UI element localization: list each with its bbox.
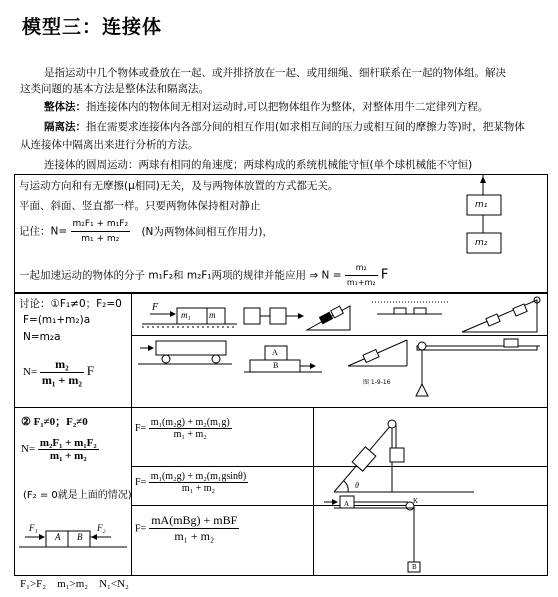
label-F-top: F (152, 302, 159, 313)
isolate-method-text: 指在需要求连接体内各部分间的相互作用(如求相互间的压力或相互间的摩擦力等)时，把某物体 (86, 121, 525, 133)
formula-2-fraction (149, 471, 248, 494)
m1-label: m₁ (475, 200, 488, 210)
discuss-eq-2: N=m₂a (23, 331, 61, 343)
formula-3-F: F= (135, 523, 147, 535)
intro-line-2: 这类问题的基本方法是整体法和隔离法。 (20, 83, 209, 95)
case2-N: N= (21, 443, 36, 456)
label-m1-top: m₁ (181, 310, 191, 320)
figure-number: 图 1-9-16 (363, 379, 391, 386)
case2-numerator: m₂F₁ + m₁F₂ (39, 437, 97, 449)
remember-formula (19, 217, 273, 246)
label-F2: F₂ (97, 523, 106, 533)
case2-label: ② F₁≠0；F₂≠0 (21, 416, 88, 428)
case2-formula (21, 437, 99, 462)
accel-numerator: m₂ (345, 261, 378, 276)
formula-2 (135, 471, 248, 494)
diagrams-row-1 (132, 294, 546, 335)
label-m-top: m (209, 310, 216, 320)
discuss-fraction (40, 357, 84, 388)
label-F1: F₁ (29, 523, 38, 533)
comparison-text: F₁>F₂ m₁>m₂ N₁<N₂ (20, 578, 129, 590)
discuss-formula (23, 357, 94, 388)
accel-formula (19, 261, 388, 290)
summary-line-1: 与运动方向和有无摩擦(μ相同)无关，及与两物体放置的方式都无关。 (19, 180, 339, 192)
label-B-case2: B (77, 532, 83, 542)
label-B-fig: B (412, 563, 417, 571)
remember-denominator: m₁ + m₂ (81, 234, 120, 244)
discuss-numerator: m₂ (40, 357, 84, 373)
formula-1-numerator: m₁(m₂g) + m₂(m₁g) (150, 417, 230, 428)
label-B-row2: B (273, 361, 279, 370)
formula-1-fraction (149, 417, 232, 440)
summary-line-2: 平面、斜面、竖直都一样。只要两物体保持相对静止 (19, 200, 261, 212)
label-K: K (413, 497, 419, 505)
accel-denominator: m₁+m₂ (346, 278, 376, 287)
formula-2-denominator: m₁ + m₂ (181, 483, 216, 494)
isolate-method (44, 120, 525, 134)
discuss-eq-1: F=(m₁+m₂)a (23, 314, 91, 326)
intro-line-1: 是指运动中几个物体或叠放在一起、或并排挤放在一起、或用细绳、细杆联系在一起的物体组。解决 (44, 67, 506, 79)
remember-fraction (71, 217, 131, 246)
formula-1-F: F= (135, 422, 147, 434)
case2-note: (F₂ = 0就是上面的情况) (23, 490, 132, 501)
formula-2-numerator: m₁(m₂g) + m₂(m₁gsinθ) (150, 471, 247, 482)
formula-1 (135, 417, 232, 440)
whole-method (44, 100, 488, 114)
discuss-denominator: m₁ + m₂ (41, 373, 82, 387)
label-A-case2: A (55, 532, 61, 542)
isolate-line-2: 从连接体中隔离出来进行分析的方法。 (20, 139, 199, 151)
formula-2-F: F= (135, 476, 147, 488)
formula-3-denominator: m₁ + m₂ (174, 529, 215, 543)
formula-3-numerator: mA(mBg) + mBF (151, 513, 238, 527)
diagrams-row-2 (132, 336, 546, 406)
discuss-F: F (86, 363, 94, 379)
discuss-N: N= (23, 366, 38, 379)
circular-motion-text: 连接体的圆周运动：两球有相同的角速度；两球构成的系统机械能守恒(单个球机械能不守恒) (44, 159, 473, 171)
formula-3 (135, 513, 239, 544)
summary-box (14, 174, 548, 294)
whole-method-text: 指连接体内的物体间无相对运动时,可以把物体组作为整体，对整体用牛二定律列方程。 (86, 101, 489, 113)
cases-table (14, 292, 548, 576)
isolate-method-label: 隔离法： (44, 121, 86, 133)
label-A-fig: A (344, 500, 350, 508)
formula-3-fraction (149, 513, 239, 544)
accel-text: 一起加速运动的物体的分子 m₁F₂和 m₂F₁两项的规律并能应用 ⇒ N = (19, 269, 342, 282)
formula-1-denominator: m₁ + m₂ (173, 429, 207, 440)
accel-fraction (345, 261, 378, 290)
whole-method-label: 整体法： (44, 101, 86, 113)
accel-F: F (380, 267, 389, 283)
case2-fraction (38, 437, 99, 462)
page-title: 模型三：连接体 (22, 16, 163, 38)
label-A-row2: A (272, 348, 278, 357)
discuss-label: 讨论：①F₁≠0；F₂=0 (19, 298, 122, 310)
m2-label: m₂ (475, 238, 488, 248)
case2-denominator: m₁ + m₂ (49, 450, 87, 462)
remember-note: (N为两物体间相互作用力)， (141, 225, 273, 238)
remember-label: 记住：N= (19, 225, 68, 238)
hanging-masses-figure (455, 175, 525, 291)
remember-numerator: m₂F₁ + m₁F₂ (71, 217, 131, 232)
label-theta: θ (355, 481, 359, 490)
